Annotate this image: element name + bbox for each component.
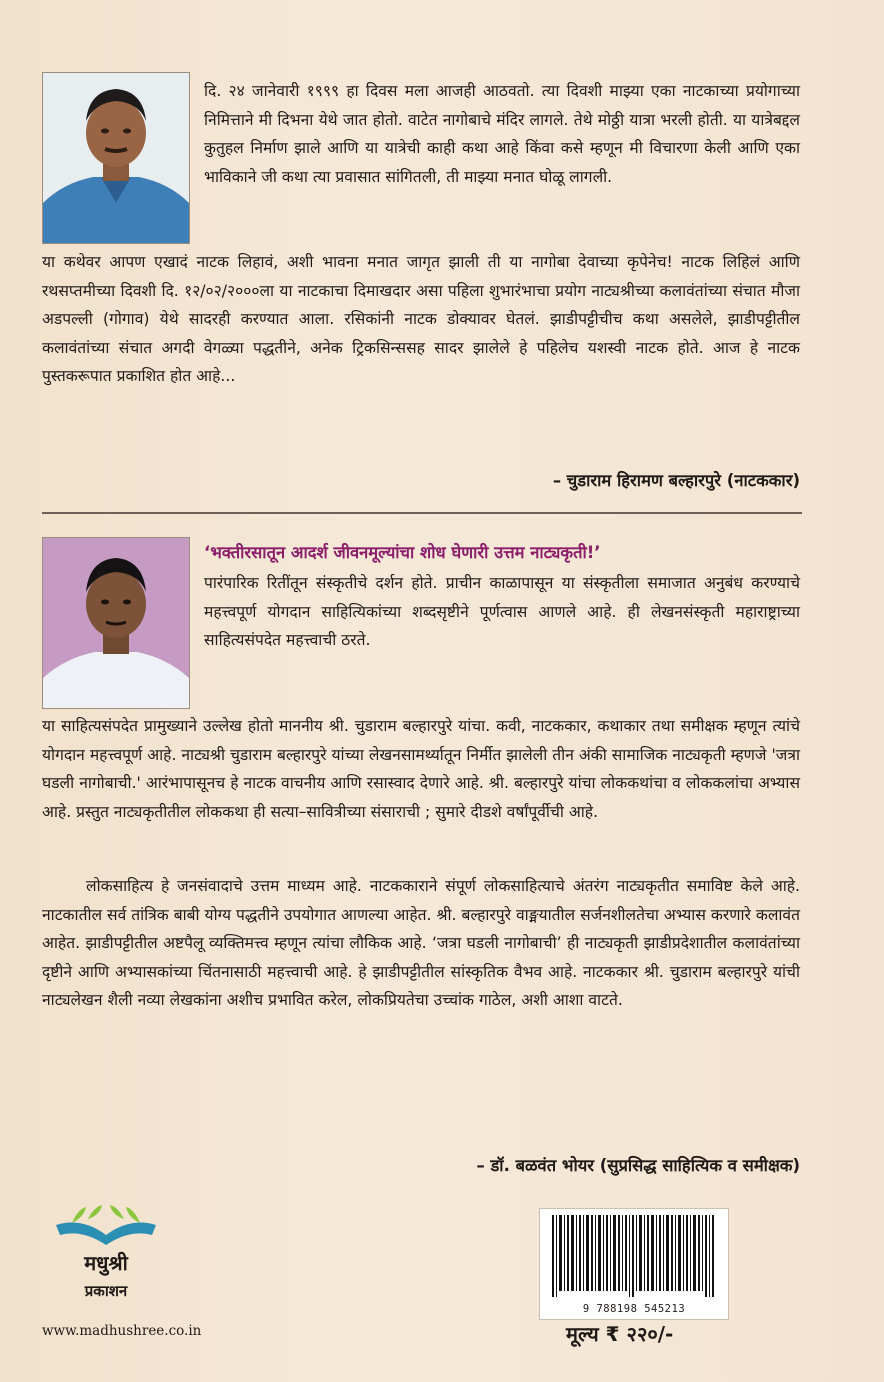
review-paragraph-top: पारंपारिक रितींतून संस्कृतीचे दर्शन होते. प्राचीन काळापासून या संस्कृतीला समाजात अनुबंध करण्याचे महत्त्वपूर्ण योगदान साहित्यिकांच्या शब्दसृष्टीने पूर्णत्वास आणले आहे. ही लेखनसंस्कृती महाराष्ट्राच्या साहित्यसंपदेत महत्त्वाची ठरते.: [204, 574, 800, 650]
review-paragraph-second: लोकसाहित्य हे जनसंवादाचे उत्तम माध्यम आहे. नाटककाराने संपूर्ण लोकसाहित्याचे अंतरंग नाट्यकृतीत समाविष्ट केले आहे. नाटकातील सर्व तांत्रिक बाबी योग्य पद्धतीने उपयोगात आणल्या आहेत. श्री. बल्हारपुरे वाङ्मयातील सर्जनशीलतेचा अभ्यास करणारे कलावंत आहेत. झाडीपट्टीतील अष्टपैलू व्यक्तिमत्त्व म्हणून त्यांचा लौकिक आहे. ‘जत्रा घडली नागोबाची’ ही नाट्यकृती झाडीप्रदेशातील कलावंतांच्या दृष्टीने आणि अभ्यासकांच्या चिंतनासाठी महत्त्वाची आहे. हे झाडीपट्टीतील सांस्कृतिक वैभव आहे. नाटककार श्री. चुडाराम बल्हारपुरे यांची नाट्यलेखन शैली नव्या लेखकांना अशीच प्रभावित करेल, लोकप्रियतेचा उच्चांक गाठेल, अशी आशा वाटते.: [42, 877, 800, 1010]
reviewer-photo: [42, 537, 190, 709]
intro-paragraph-top: दि. २४ जानेवारी १९९९ हा दिवस मला आजही आठवतो. त्या दिवशी माझ्या एका नाटकाच्या प्रयोगाच्या निमित्ताने मी दिभना येथे जात होतो. वाटेत नागोबाचे मंदिर लागले. तेथे मोठ्ठी यात्रा भरली होती. या यात्रेबद्दल कुतुहल निर्माण झाले आणि या यात्रेची काही कथा आहे किंवा कसे म्हणून मी विचारणा केली आणि एका भाविकाने जी कथा त्या प्रवासात सांगितली, ती माझ्या मनात घोळू लागली.: [204, 82, 800, 186]
publisher-name: मधुश्री: [84, 1251, 128, 1275]
price-label: मूल्य ₹ २२०/-: [566, 1322, 674, 1346]
publisher-subtitle: प्रकाशन: [84, 1282, 128, 1300]
isbn-barcode: [539, 1208, 729, 1320]
book-icon: [42, 1205, 170, 1249]
reviewer-signature: – डॉ. बळवंत भोयर (सुप्रसिद्ध साहित्यिक व समीक्षक): [476, 1156, 800, 1175]
barcode-bars: [540, 1209, 728, 1301]
review-headline: ‘भक्तीरसातून आदर्श जीवनमूल्यांचा शोध घेणारी उत्तम नाट्यकृती!’: [204, 543, 601, 562]
barcode-number: 9 788198 545213: [582, 1303, 686, 1315]
publisher-url: www.madhushree.co.in: [42, 1323, 202, 1339]
review-paragraph-bottom: या साहित्यसंपदेत प्रामुख्याने उल्लेख होतो माननीय श्री. चुडाराम बल्हारपुरे यांचा. कवी, नाटककार, कथाकार तथा समीक्षक म्हणून त्यांचे योगदान महत्त्वपूर्ण आहे. नाट्यश्री चुडाराम बल्हारपुरे यांच्या लेखनसामर्थ्यातून निर्मीत झालेली तीन अंकी सामाजिक नाट्यकृती म्हणजे 'जत्रा घडली नागोबाची.' आरंभापासूनच हे नाटक वाचनीय आणि रसास्वाद देणारे आहे. श्री. बल्हारपुरे यांचा लोककथांचा व लोककलांचा अभ्यास आहे. प्रस्तुत नाट्यकृतीतील लोककथा ही सत्या–सावित्रीच्या संसाराची ; सुमारे दीडशे वर्षांपूर्वीची आहे.: [42, 717, 800, 821]
author-signature: – चुडाराम हिरामण बल्हारपुरे (नाटककार): [552, 471, 800, 490]
intro-paragraph-bottom: या कथेवर आपण एखादं नाटक लिहावं, अशी भावना मनात जागृत झाली ती या नागोबा देवाच्या कृपेनेच! नाटक लिहिलं आणि रथसप्तमीच्या दिवशी दि. १२/०२/२०००ला या नाटकाचा दिमाखदार असा पहिला शुभारंभाचा प्रयोग नाट्यश्रीच्या कलावंतांच्या संचात मौजा अडपल्ली (गोगाव) येथे सादरही करण्यात आला. रसिकांनी नाटक डोक्यावर घेतलं. झाडीपट्टीचीच कथा असलेले, झाडीपट्टीतील कलावंतांच्या संचात अगदी वेगळ्या पद्धतीने, अनेक ट्रिकसिन्ससह सादर झालेले हे पहिलेच यशस्वी नाटक होते. आज हे नाटक पुस्तकरूपात प्रकाशित होत आहे...: [42, 253, 800, 386]
author-photo: [42, 72, 190, 244]
section-divider: [42, 512, 802, 514]
publisher-logo: [42, 1205, 222, 1355]
